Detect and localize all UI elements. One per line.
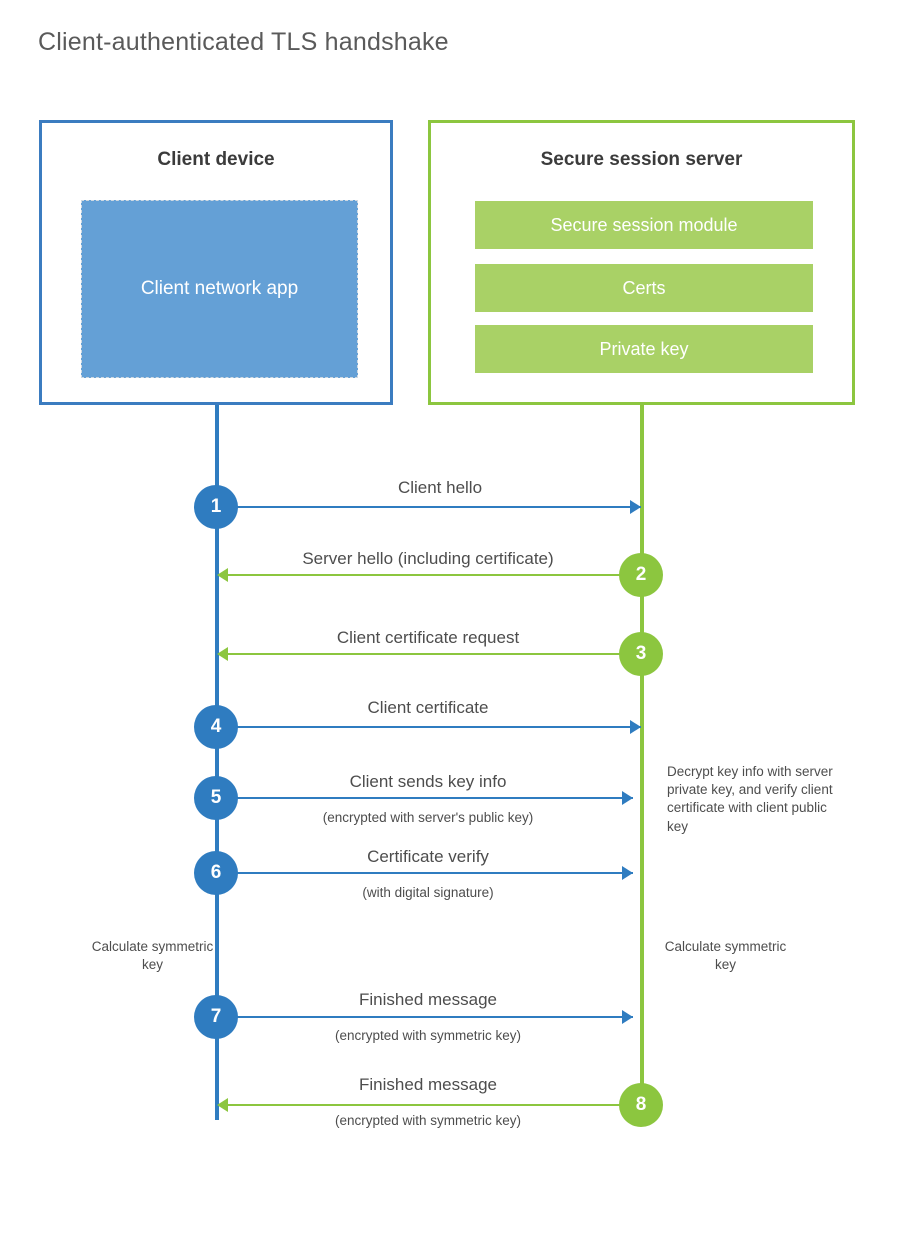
client-device-title: Client device bbox=[157, 149, 275, 170]
step-badge-8: 8 bbox=[619, 1083, 663, 1127]
page-title: Client-authenticated TLS handshake bbox=[38, 28, 449, 56]
step-label-7: Finished message bbox=[359, 990, 497, 1009]
step-label-5: Client sends key info bbox=[349, 772, 507, 791]
server-module-certs: Certs bbox=[475, 264, 813, 312]
server-module-secure-session-module: Secure session module bbox=[475, 201, 813, 249]
step-sublabel-6: (with digital signature) bbox=[362, 885, 494, 900]
step-sublabel-7: (encrypted with symmetric key) bbox=[334, 1028, 522, 1043]
step-badge-3: 3 bbox=[619, 632, 663, 676]
step-label-8: Finished message bbox=[359, 1075, 497, 1094]
step-badge-4: 4 bbox=[194, 705, 238, 749]
step-label-4: Client certificate bbox=[367, 698, 489, 717]
secure-session-server-title: Secure session server bbox=[540, 149, 743, 170]
step-label-2: Server hello (including certificate) bbox=[302, 549, 554, 568]
step-label-1: Client hello bbox=[397, 478, 483, 497]
step-label-6: Certificate verify bbox=[367, 847, 489, 866]
step-badge-1: 1 bbox=[194, 485, 238, 529]
note-server-decrypt: Decrypt key info with server private key, and verify client certificate with client public key bbox=[667, 764, 833, 834]
step-badge-6: 6 bbox=[194, 851, 238, 895]
step-sublabel-8: (encrypted with symmetric key) bbox=[334, 1113, 522, 1128]
secure-session-server-box bbox=[428, 120, 855, 405]
step-badge-2: 2 bbox=[619, 553, 663, 597]
step-label-3: Client certificate request bbox=[336, 628, 520, 647]
server-module-private-key: Private key bbox=[475, 325, 813, 373]
note-server-calculate-symmetric-key: Calculate symmetric key bbox=[664, 939, 787, 973]
step-badge-5: 5 bbox=[194, 776, 238, 820]
client-network-app: Client network app bbox=[81, 200, 358, 378]
step-badge-7: 7 bbox=[194, 995, 238, 1039]
note-client-calculate-symmetric-key: Calculate symmetric key bbox=[91, 939, 214, 973]
client-device-box bbox=[39, 120, 393, 405]
step-sublabel-5: (encrypted with server's public key) bbox=[322, 810, 534, 825]
